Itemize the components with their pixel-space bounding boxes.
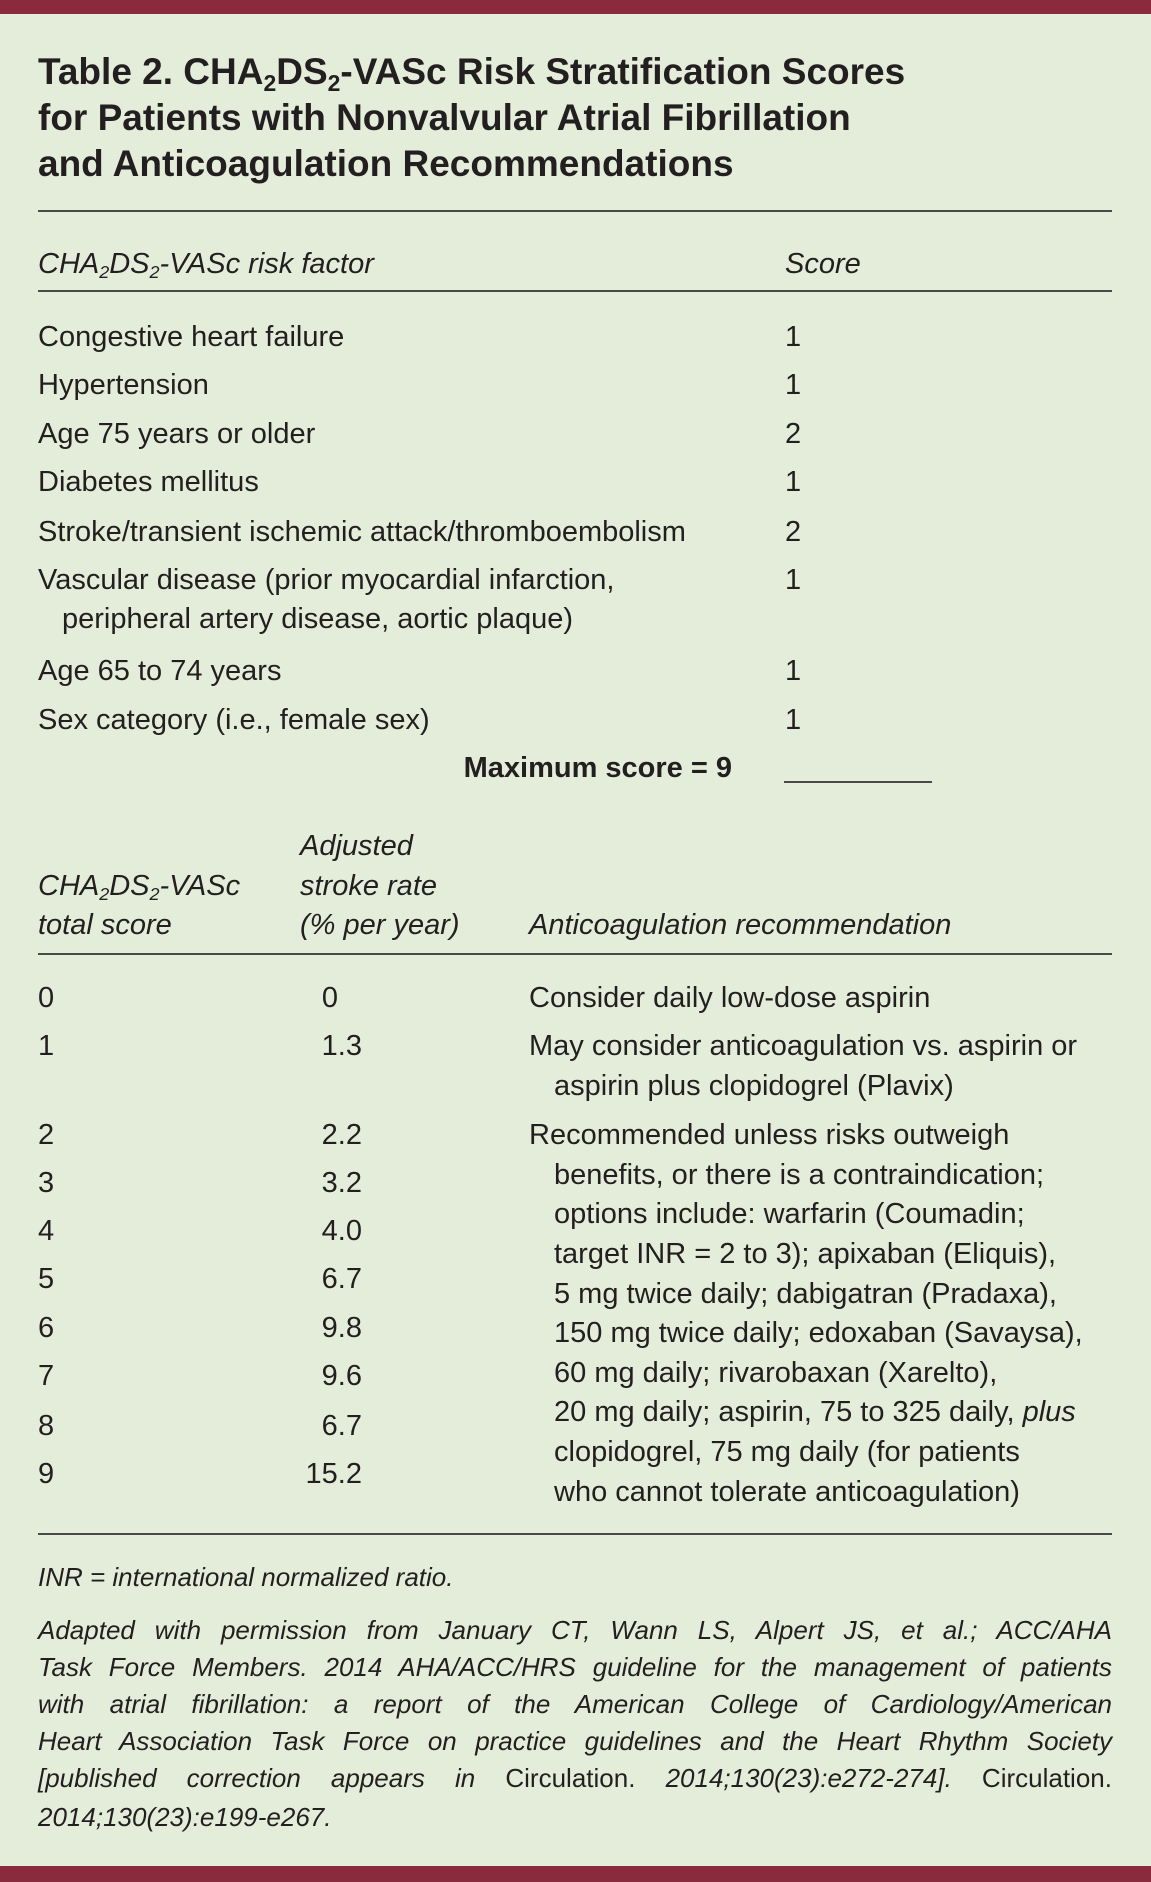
risk-score-cell: 1: [785, 466, 802, 498]
recommendation-score-2-9-line: 5 mg twice daily; dabigatran (Pradaxa),: [554, 1278, 1057, 1310]
table-bottom-rule: [38, 1533, 1112, 1535]
stroke-header-rule: [38, 953, 1112, 955]
recommendation-score-2-9-line: 60 mg daily; rivarobaxan (Xarelto),: [554, 1357, 998, 1389]
recommendation-emphasis: plus: [1022, 1396, 1076, 1428]
source-note-line: [38, 1762, 1112, 1794]
header-subscript: 2: [149, 262, 160, 283]
recommendation-score-1-line: aspirin plus clopidogrel (Plavix): [554, 1070, 954, 1102]
stroke-rate-column-header-line-2: stroke rate: [300, 870, 437, 902]
score-column-header: Score: [785, 248, 861, 280]
header-text: DS: [109, 248, 150, 280]
total-score-cell: 0: [38, 982, 55, 1014]
recommendation-score-2-9-line: clopidogrel, 75 mg daily (for patients: [554, 1436, 1020, 1468]
source-text: 2014;130(23):e272-274].: [665, 1763, 952, 1793]
risk-score-cell: 1: [785, 321, 802, 353]
total-score-column-header: [38, 869, 240, 903]
recommendation-score-1-line: May consider anticoagulation vs. aspirin or: [529, 1030, 1078, 1062]
risk-factor-cell: Diabetes mellitus: [38, 466, 259, 498]
source-note-line: Task Force Members. 2014 AHA/ACC/HRS guideline for the management of patients: [38, 1652, 1112, 1682]
stroke-rate-cell: 15.2: [305, 1458, 362, 1490]
risk-factor-cell: Sex category (i.e., female sex): [38, 704, 430, 736]
stroke-rate-cell: 4.0: [321, 1215, 362, 1247]
source-text: [published correction appears in: [38, 1763, 476, 1793]
total-score-cell: 6: [38, 1312, 55, 1344]
table-title: [38, 49, 905, 187]
title-text: Table 2. CHA: [38, 51, 264, 92]
header-text: DS: [109, 870, 150, 902]
recommendation-score-2-9-line: Recommended unless risks outweigh: [529, 1119, 1010, 1151]
stroke-rate-cell: 3.2: [321, 1167, 362, 1199]
score-total-underline: [784, 781, 932, 783]
risk-score-cell: 1: [785, 704, 802, 736]
recommendation-score-0: Consider daily low-dose aspirin: [529, 982, 931, 1014]
risk-factor-cell: Stroke/transient ischemic attack/thromboembolism: [38, 516, 686, 548]
stroke-rate-cell: 9.6: [321, 1360, 362, 1392]
header-text: -VASc: [159, 870, 241, 902]
risk-score-cell: 2: [785, 516, 802, 548]
abbreviation-footnote: INR = international normalized ratio.: [38, 1562, 454, 1592]
table-title-line-3: and Anticoagulation Recommendations: [38, 143, 734, 184]
title-subscript: 2: [263, 69, 277, 96]
title-text: DS: [276, 51, 328, 92]
recommendation-score-2-9-line: 150 mg twice daily; edoxaban (Savaysa),: [554, 1317, 1083, 1349]
recommendation-score-2-9-line: who cannot tolerate anticoagulation): [554, 1476, 1020, 1508]
risk-factor-cell: Hypertension: [38, 369, 209, 401]
stroke-rate-column-header-line-3: (% per year): [300, 909, 460, 941]
risk-factor-cell: Age 75 years or older: [38, 418, 316, 450]
stroke-rate-cell: 2.2: [321, 1119, 362, 1151]
stroke-rate-cell: 9.8: [321, 1312, 362, 1344]
table-top-rule: [38, 210, 1112, 212]
top-accent-bar: [0, 0, 1151, 14]
risk-factor-cell: Congestive heart failure: [38, 321, 345, 353]
total-score-cell: 3: [38, 1167, 55, 1199]
risk-score-cell: 1: [785, 369, 802, 401]
stroke-rate-cell: 6.7: [321, 1410, 362, 1442]
header-text: CHA: [38, 248, 100, 280]
journal-name: Circulation.: [505, 1763, 636, 1793]
stroke-rate-cell: 6.7: [321, 1263, 362, 1295]
header-subscript: 2: [99, 884, 110, 905]
stroke-rate-column-header-line-1: Adjusted: [300, 830, 413, 862]
header-subscript: 2: [149, 884, 160, 905]
recommendation-score-2-9-line: benefits, or there is a contraindication;: [554, 1159, 1045, 1191]
total-score-cell: 9: [38, 1458, 55, 1490]
stroke-rate-cell: 1.3: [321, 1030, 362, 1062]
risk-score-cell: 1: [785, 564, 802, 596]
risk-factor-cell: Age 65 to 74 years: [38, 655, 282, 687]
risk-header-rule: [38, 290, 1112, 292]
journal-name: Circulation.: [981, 1763, 1112, 1793]
total-score-cell: 5: [38, 1263, 55, 1295]
source-note-line: with atrial fibrillation: a report of the American College of Cardiology/American: [38, 1689, 1112, 1719]
header-subscript: 2: [99, 262, 110, 283]
risk-score-cell: 1: [785, 655, 802, 687]
recommendation-score-2-9-line: [554, 1395, 1076, 1429]
stroke-rate-cell: 0: [321, 982, 338, 1014]
total-score-cell: 1: [38, 1030, 55, 1062]
total-score-cell: 2: [38, 1119, 55, 1151]
source-note-line: Heart Association Task Force on practice guidelines and the Heart Rhythm Society: [38, 1726, 1112, 1756]
header-text: -VASc risk factor: [159, 248, 374, 280]
recommendation-score-2-9-line: options include: warfarin (Coumadin;: [554, 1198, 1025, 1230]
recommendation-text: 20 mg daily; aspirin, 75 to 325 daily,: [554, 1396, 1015, 1428]
maximum-score-label: Maximum score = 9: [463, 752, 732, 784]
total-score-cell: 8: [38, 1410, 55, 1442]
total-score-cell: 4: [38, 1215, 55, 1247]
risk-factor-column-header: [38, 247, 374, 281]
source-note-line: Adapted with permission from January CT, Wann LS, Alpert JS, et al.; ACC/AHA: [38, 1615, 1112, 1645]
table-title-line-1: [38, 49, 905, 95]
recommendation-column-header: Anticoagulation recommendation: [529, 909, 952, 941]
recommendation-score-2-9-line: target INR = 2 to 3); apixaban (Eliquis),: [554, 1238, 1057, 1270]
risk-score-cell: 2: [785, 418, 802, 450]
risk-factor-cell: Vascular disease (prior myocardial infarction,: [38, 564, 615, 596]
total-score-column-header-line-2: total score: [38, 909, 172, 941]
title-subscript: 2: [327, 69, 341, 96]
header-text: CHA: [38, 870, 100, 902]
title-text: -VASc Risk Stratification Scores: [340, 51, 906, 92]
risk-factor-cell-continuation: peripheral artery disease, aortic plaque): [62, 603, 573, 635]
source-note-line: 2014;130(23):e199-e267.: [38, 1802, 332, 1832]
bottom-accent-bar: [0, 1866, 1151, 1882]
table-title-line-2: for Patients with Nonvalvular Atrial Fibrillation: [38, 97, 851, 138]
total-score-cell: 7: [38, 1360, 55, 1392]
